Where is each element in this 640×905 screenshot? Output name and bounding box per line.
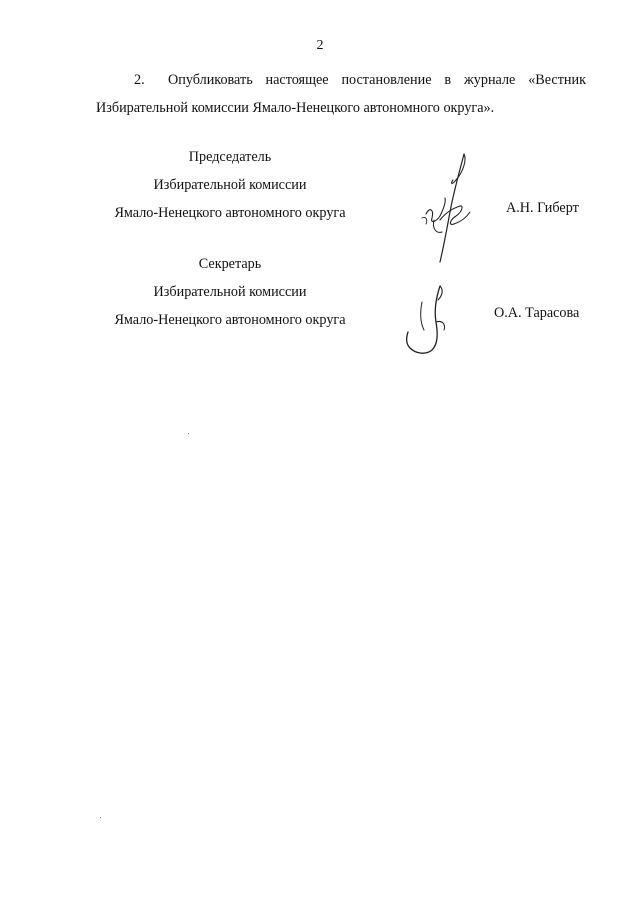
chairman-signature (420, 150, 490, 265)
chairman-title-line1: Председатель (188, 149, 272, 165)
secretary-name: О.А. Тарасова (494, 305, 580, 321)
item-text: Опубликовать настоящее постановление в журнале «Вестник Избирательной комиссии Ямало-Ненецкого автономного округа». (96, 72, 586, 116)
chairman-title-line2: Избирательной комиссии (153, 177, 307, 193)
chairman-title-block (80, 143, 380, 227)
secretary-title-line3: Ямало-Ненецкого автономного округа (114, 312, 346, 328)
secretary-title-line2: Избирательной комиссии (153, 284, 307, 300)
item-number: 2. (134, 72, 145, 88)
secretary-signature (398, 282, 458, 357)
chairman-name: А.Н. Гиберт (506, 200, 579, 216)
page-number: 2 (316, 38, 324, 53)
item-paragraph (96, 66, 586, 122)
secretary-title-line1: Секретарь (198, 256, 262, 272)
chairman-title-line3: Ямало-Ненецкого автономного округа (114, 205, 346, 221)
scan-speck (100, 817, 101, 818)
secretary-title-block (80, 250, 380, 334)
scan-speck (188, 433, 189, 434)
